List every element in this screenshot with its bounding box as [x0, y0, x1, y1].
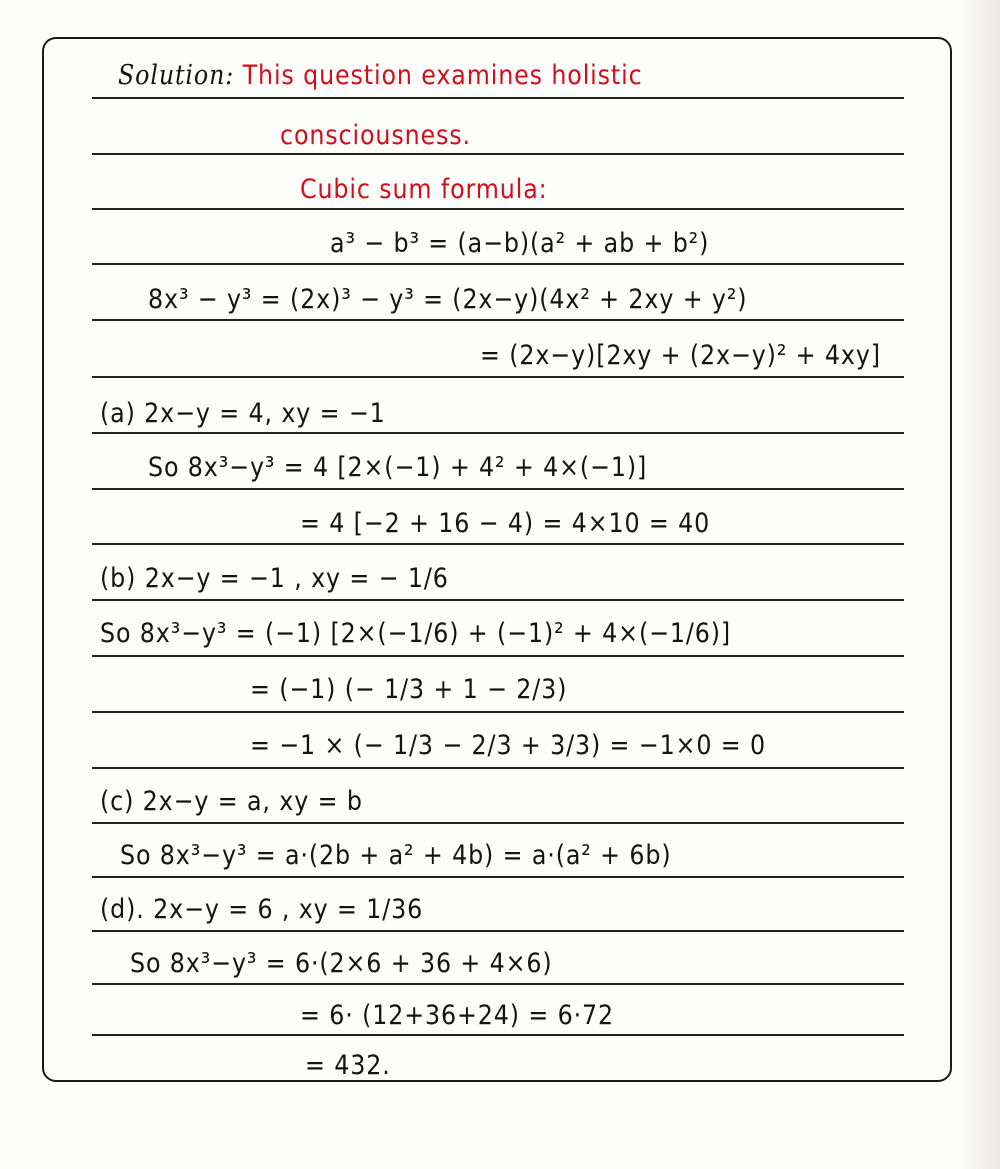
- ruled-line: [92, 876, 904, 878]
- intro-text-line-1: This question examines holistic: [242, 60, 643, 91]
- ruled-line: [92, 432, 904, 434]
- part-a-given: (a) 2x−y = 4, xy = −1: [100, 398, 386, 429]
- ruled-line: [92, 983, 904, 985]
- ruled-line: [92, 319, 904, 321]
- ruled-line: [92, 488, 904, 490]
- ruled-line: [92, 1034, 904, 1036]
- part-b-line-1: So 8x³−y³ = (−1) [2×(−1/6) + (−1)² + 4×(−1/6)]: [100, 618, 732, 649]
- ruled-line: [92, 711, 904, 713]
- ruled-line: [92, 767, 904, 769]
- ruled-line: [92, 543, 904, 545]
- ruled-line: [92, 208, 904, 210]
- part-b-given: (b) 2x−y = −1 , xy = − 1/6: [100, 563, 449, 594]
- ruled-line: [92, 822, 904, 824]
- ruled-line: [92, 153, 904, 155]
- part-d-given: (d). 2x−y = 6 , xy = 1/36: [100, 894, 424, 925]
- solution-label: Solution:: [118, 60, 235, 91]
- part-d-line-1: So 8x³−y³ = 6·(2×6 + 36 + 4×6): [130, 948, 553, 979]
- solution-header: [118, 60, 643, 91]
- part-a-line-1: So 8x³−y³ = 4 [2×(−1) + 4² + 4×(−1)]: [148, 452, 648, 483]
- part-b-line-2: = (−1) (− 1/3 + 1 − 2/3): [250, 674, 568, 705]
- ruled-line: [92, 263, 904, 265]
- intro-text-line-3: Cubic sum formula:: [300, 174, 548, 205]
- factorization-step-1: 8x³ − y³ = (2x)³ − y³ = (2x−y)(4x² + 2xy + y²): [148, 284, 748, 315]
- part-d-line-2: = 6· (12+36+24) = 6·72: [300, 1000, 615, 1031]
- ruled-line: [92, 930, 904, 932]
- factorization-step-2: = (2x−y)[2xy + (2x−y)² + 4xy]: [480, 340, 881, 371]
- page-edge-shadow: [960, 0, 1000, 1169]
- ruled-line: [92, 97, 904, 99]
- part-c-given: (c) 2x−y = a, xy = b: [100, 786, 363, 817]
- part-d-line-3: = 432.: [305, 1050, 391, 1081]
- part-a-line-2: = 4 [−2 + 16 − 4) = 4×10 = 40: [300, 508, 711, 539]
- ruled-line: [92, 376, 904, 378]
- cubic-difference-identity: a³ − b³ = (a−b)(a² + ab + b²): [330, 228, 710, 259]
- part-b-line-3: = −1 × (− 1/3 − 2/3 + 3/3) = −1×0 = 0: [250, 730, 767, 761]
- intro-text-line-2: consciousness.: [280, 120, 471, 151]
- ruled-line: [92, 599, 904, 601]
- ruled-line: [92, 655, 904, 657]
- part-c-line-1: So 8x³−y³ = a·(2b + a² + 4b) = a·(a² + 6b): [120, 840, 672, 871]
